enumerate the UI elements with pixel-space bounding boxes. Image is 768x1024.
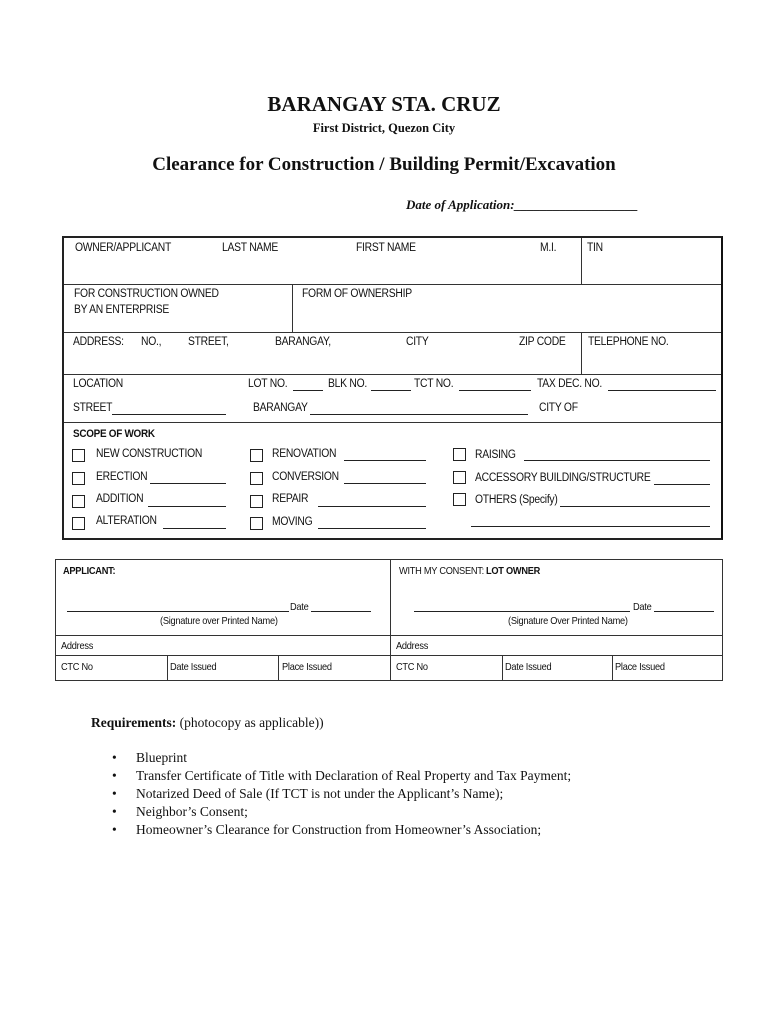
erection-label: ERECTION [96, 471, 148, 483]
blk-no-blank[interactable] [371, 390, 411, 391]
conversion-blank[interactable] [344, 483, 426, 484]
renovation-label: RENOVATION [272, 448, 337, 460]
owner-applicant-label: OWNER/APPLICANT [75, 242, 172, 254]
applicant-label: APPLICANT: [63, 565, 116, 577]
row-divider [56, 655, 722, 656]
new-construction-label: NEW CONSTRUCTION [96, 448, 203, 460]
location-street-label: STREET [73, 402, 113, 414]
list-item: • Blueprint [112, 749, 571, 767]
district-name: First District, Quezon City [312, 121, 456, 135]
barangay-name: BARANGAY STA. CRUZ [267, 92, 501, 116]
moving-checkbox[interactable] [250, 517, 263, 530]
owner-date-label: Date [633, 601, 652, 613]
applicant-signature-line[interactable] [67, 611, 289, 612]
address-street-label: STREET, [188, 336, 229, 348]
col-divider [612, 655, 613, 681]
signature-section [55, 559, 723, 681]
city-of-label: CITY OF [539, 402, 578, 414]
col-divider [292, 284, 293, 332]
others-blank[interactable] [560, 506, 710, 507]
owner-signature-line[interactable] [414, 611, 630, 612]
applicant-date-issued-label: Date Issued [170, 661, 217, 673]
col-divider [278, 655, 279, 681]
tax-dec-label: TAX DEC. NO. [537, 378, 603, 390]
applicant-date-label: Date [290, 601, 309, 613]
zip-code-label: ZIP CODE [519, 336, 566, 348]
row-divider [64, 284, 721, 285]
col-divider [390, 560, 391, 681]
row-divider [64, 374, 721, 375]
renovation-blank[interactable] [344, 460, 426, 461]
enterprise-label-line1: FOR CONSTRUCTION OWNED [74, 288, 219, 300]
row-divider [64, 422, 721, 423]
blk-no-label: BLK NO. [328, 378, 367, 390]
street-blank[interactable] [112, 414, 226, 415]
others-blank-2[interactable] [471, 526, 710, 527]
enterprise-label-line2: BY AN ENTERPRISE [74, 304, 170, 316]
raising-checkbox[interactable] [453, 448, 466, 461]
addition-blank[interactable] [148, 506, 226, 507]
renovation-checkbox[interactable] [250, 449, 263, 462]
form-title: Clearance for Construction / Building Permit/Excavation [152, 154, 616, 175]
tax-dec-blank[interactable] [608, 390, 716, 391]
form-of-ownership-label: FORM OF OWNERSHIP [302, 288, 412, 300]
new-construction-checkbox[interactable] [72, 449, 85, 462]
applicant-place-issued-label: Place Issued [282, 661, 332, 673]
telephone-label: TELEPHONE NO. [588, 336, 669, 348]
conversion-label: CONVERSION [272, 471, 339, 483]
scope-of-work-title: SCOPE OF WORK [73, 428, 155, 440]
applicant-ctc-label: CTC No [61, 661, 93, 673]
addition-label: ADDITION [96, 493, 144, 505]
location-barangay-label: BARANGAY [253, 402, 308, 414]
owner-ctc-label: CTC No [396, 661, 428, 673]
lot-no-label: LOT NO. [248, 378, 288, 390]
repair-checkbox[interactable] [250, 495, 263, 508]
list-item: • Notarized Deed of Sale (If TCT is not under the Applicant’s Name); [112, 785, 571, 803]
addition-checkbox[interactable] [72, 495, 85, 508]
others-label: OTHERS (Specify) [475, 494, 558, 506]
row-divider [64, 332, 721, 333]
last-name-label: LAST NAME [222, 242, 279, 254]
raising-blank[interactable] [524, 460, 710, 461]
list-item: • Neighbor’s Consent; [112, 803, 571, 821]
requirements-heading [91, 715, 324, 731]
accessory-building-label: ACCESSORY BUILDING/STRUCTURE [475, 472, 651, 484]
moving-blank[interactable] [318, 528, 426, 529]
alteration-blank[interactable] [163, 528, 226, 529]
col-divider [581, 238, 582, 284]
accessory-building-checkbox[interactable] [453, 471, 466, 484]
row-divider [56, 635, 722, 636]
owner-address-label: Address [396, 640, 429, 652]
location-label: LOCATION [73, 378, 123, 390]
requirements-list [112, 749, 571, 839]
applicant-date-line[interactable] [311, 611, 371, 612]
erection-checkbox[interactable] [72, 472, 85, 485]
raising-label: RAISING [475, 449, 516, 461]
first-name-label: FIRST NAME [356, 242, 416, 254]
conversion-checkbox[interactable] [250, 472, 263, 485]
others-checkbox[interactable] [453, 493, 466, 506]
erection-blank[interactable] [150, 483, 226, 484]
address-city-label: CITY [406, 336, 429, 348]
lot-owner-label: LOT OWNER [486, 565, 541, 577]
tct-no-blank[interactable] [459, 390, 531, 391]
col-divider [167, 655, 168, 681]
date-of-application: Date of Application:___________________ [406, 197, 639, 212]
owner-place-issued-label: Place Issued [615, 661, 665, 673]
list-item: • Homeowner’s Clearance for Construction from Homeowner’s Association; [112, 821, 571, 839]
owner-signature-caption: (Signature Over Printed Name) [508, 615, 628, 627]
moving-label: MOVING [272, 516, 313, 528]
application-form [62, 236, 723, 540]
owner-date-line[interactable] [654, 611, 714, 612]
alteration-label: ALTERATION [96, 515, 157, 527]
owner-date-issued-label: Date Issued [505, 661, 552, 673]
barangay-blank[interactable] [310, 414, 528, 415]
repair-label: REPAIR [272, 493, 309, 505]
tct-no-label: TCT NO. [414, 378, 454, 390]
address-barangay-label: BARANGAY, [275, 336, 331, 348]
repair-blank[interactable] [318, 506, 426, 507]
applicant-address-label: Address [61, 640, 94, 652]
tin-label: TIN [587, 242, 603, 254]
col-divider [581, 332, 582, 374]
requirements-note: (photocopy as applicable)) [176, 715, 324, 730]
requirements-label: Requirements: [91, 715, 177, 730]
address-no-label: NO., [141, 336, 162, 348]
applicant-signature-caption: (Signature over Printed Name) [160, 615, 278, 627]
accessory-building-blank[interactable] [654, 484, 710, 485]
consent-label: WITH MY CONSENT: [399, 565, 484, 577]
address-label: ADDRESS: [73, 336, 124, 348]
lot-no-blank[interactable] [293, 390, 323, 391]
list-item: • Transfer Certificate of Title with Declaration of Real Property and Tax Payment; [112, 767, 571, 785]
alteration-checkbox[interactable] [72, 517, 85, 530]
mi-label: M.I. [540, 242, 557, 254]
col-divider [502, 655, 503, 681]
